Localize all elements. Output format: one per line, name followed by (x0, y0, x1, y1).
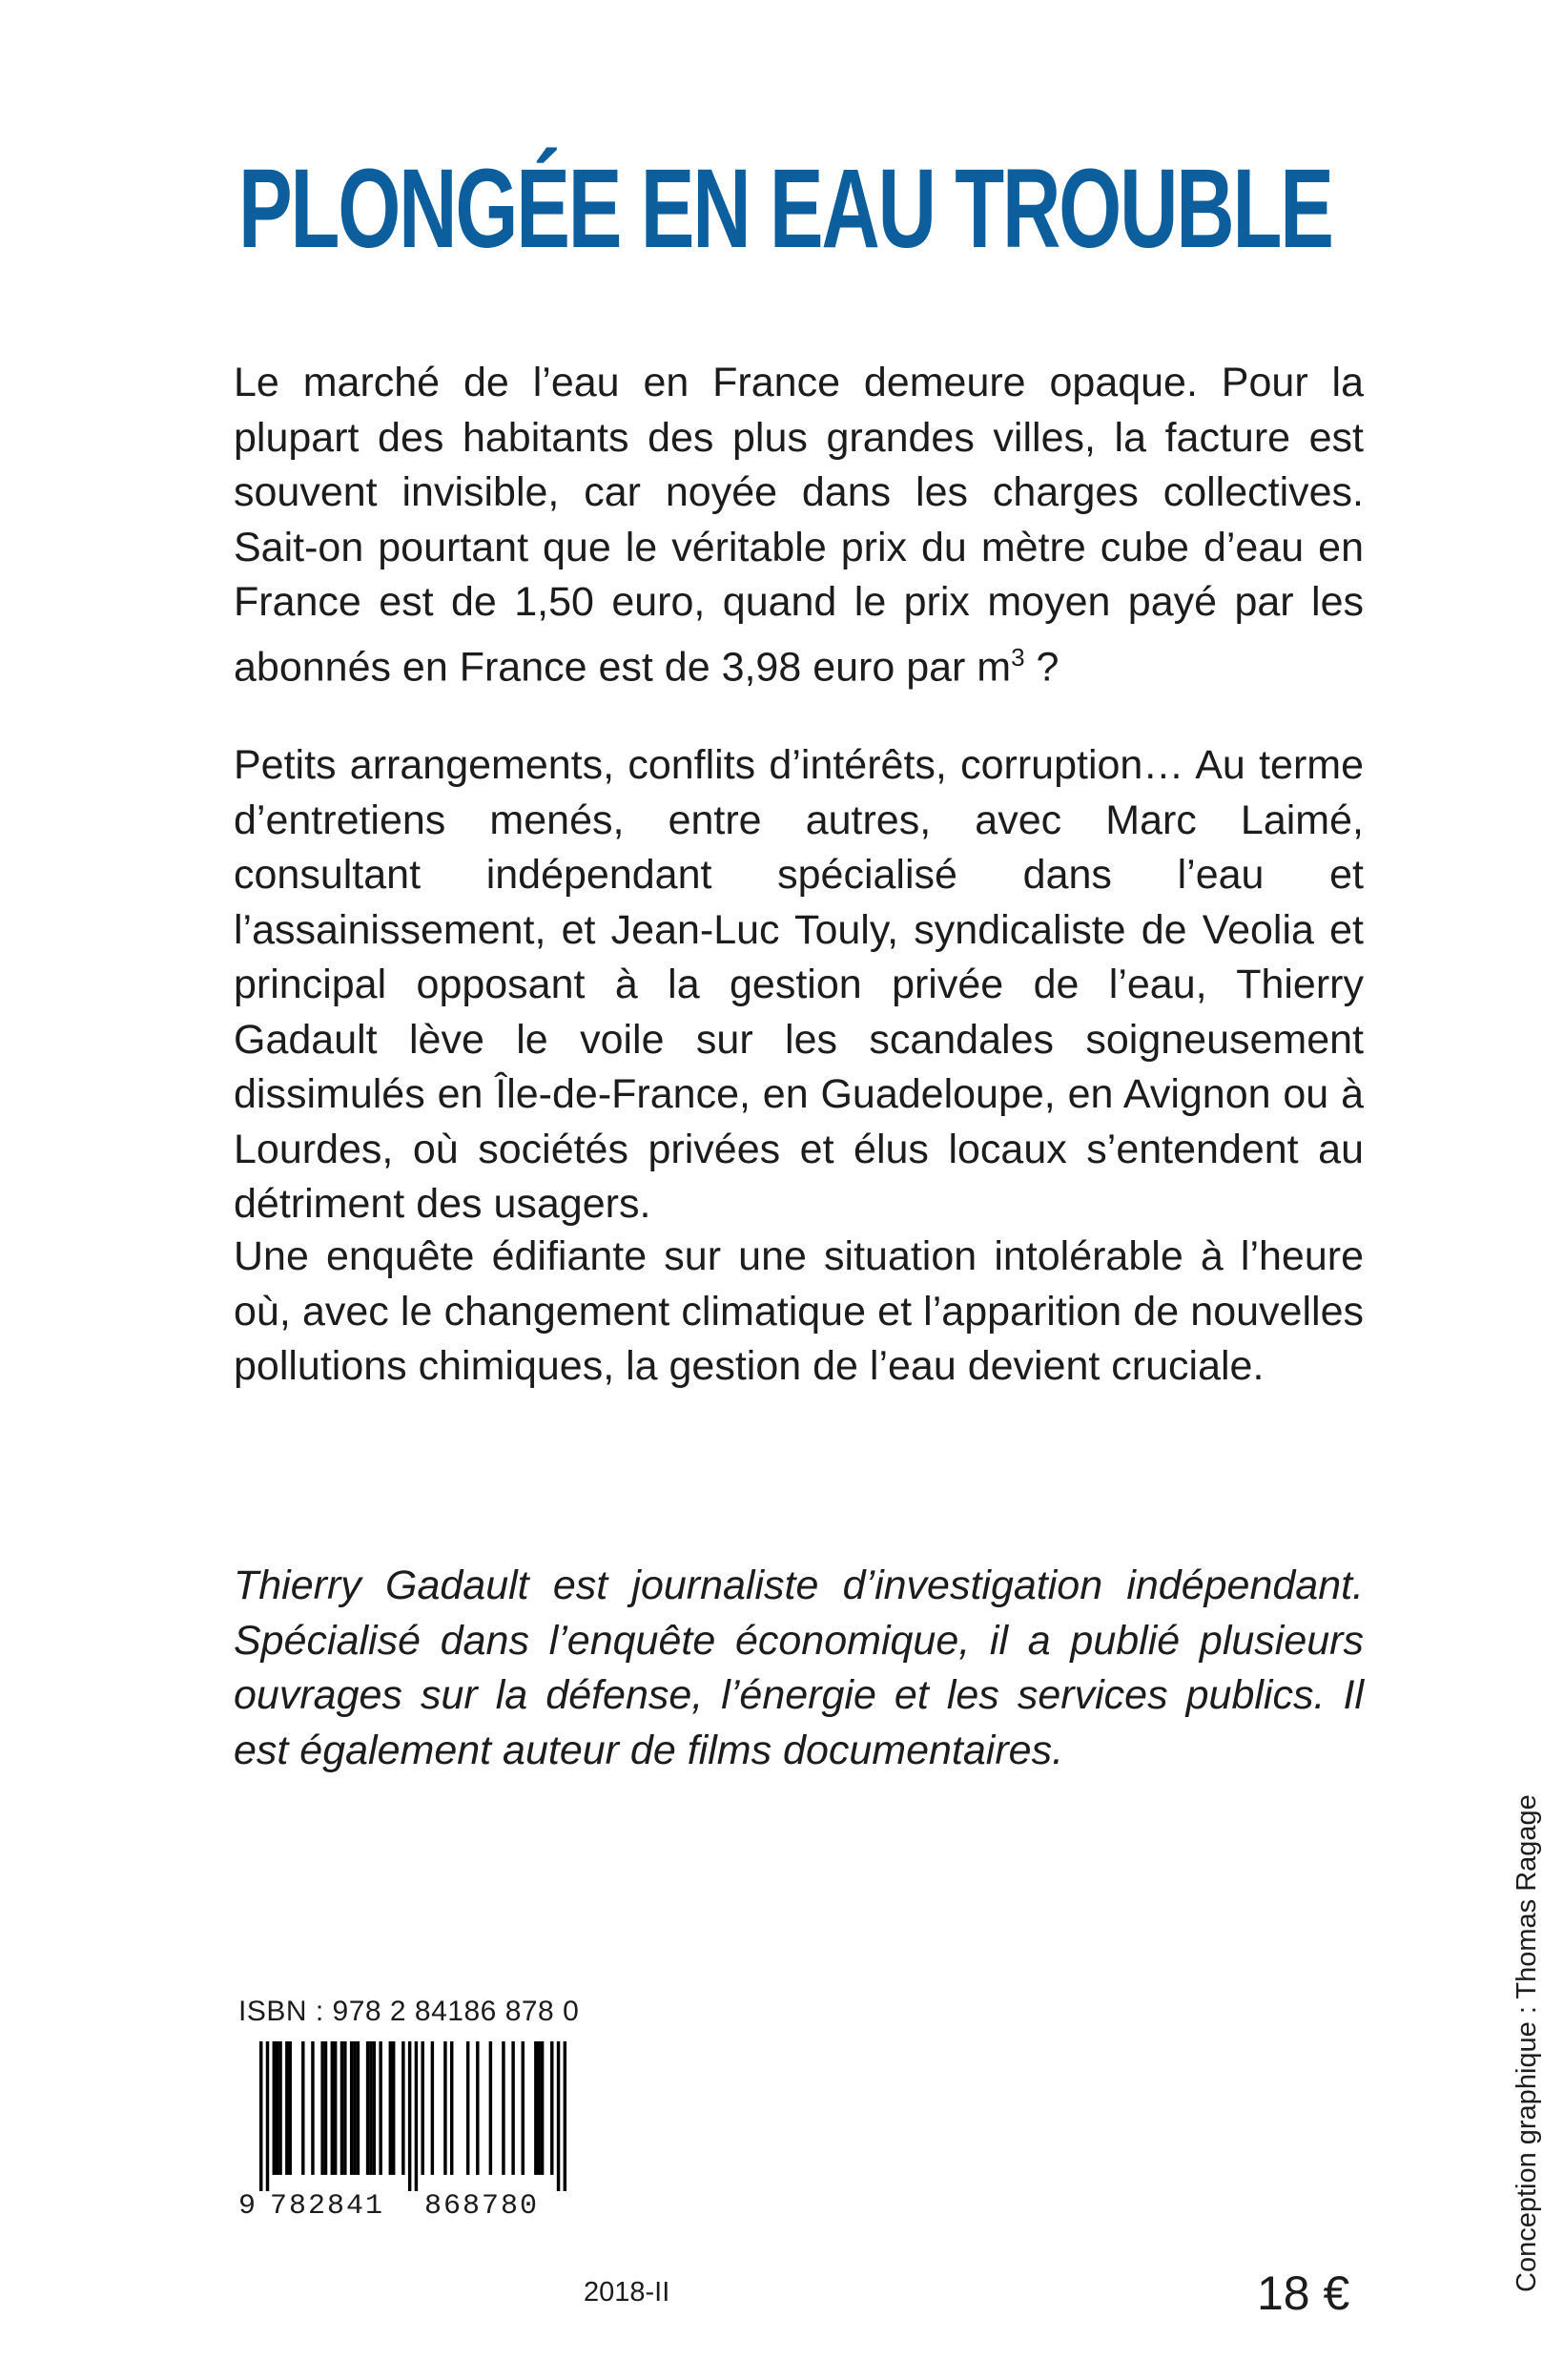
barcode-bar (502, 2041, 504, 2175)
barcode-bar (450, 2041, 453, 2175)
barcode-bar (340, 2041, 343, 2175)
barcode-bar (489, 2041, 492, 2175)
barcode-bar (431, 2041, 434, 2175)
barcode-bar (408, 2041, 411, 2191)
barcode-bar (392, 2041, 395, 2175)
barcode-bar (389, 2041, 392, 2175)
summary-paragraph-3-text: Une enquête édifiante sur une situation intolérable à l’heure où, avec le changement climatique et l’apparition de nouvelles pollutions chimiques, la gestion de l’eau devient cruciale. (234, 1233, 1364, 1389)
book-title: PLONGÉE EN EAU TROUBLE (238, 146, 1332, 272)
barcode (259, 2041, 566, 2191)
barcode-bar (311, 2041, 314, 2175)
barcode-bar (379, 2041, 381, 2175)
barcode-bar (415, 2041, 418, 2191)
summary-paragraph-3 (234, 1230, 1364, 1395)
barcode-bar (369, 2041, 372, 2175)
barcode-bar (557, 2041, 560, 2191)
barcode-bar (366, 2041, 369, 2175)
barcode-bar (522, 2041, 525, 2175)
summary-paragraph-2 (234, 738, 1364, 1232)
barcode-bar (266, 2041, 269, 2191)
barcode-bar (564, 2041, 566, 2191)
author-bio: Thierry Gadault est journaliste d’investigation indépendant. Spécialisé dans l’enquête économique, il a publié plusieurs ouvrages sur la défense, l’énergie et les services publics. Il est également auteur de films documentaires. (234, 1563, 1364, 1773)
barcode-bar (273, 2041, 276, 2175)
summary-paragraph-1 (234, 356, 1364, 694)
summary-paragraph-1-text: Le marché de l’eau en France demeure opaque. Pour la plupart des habitants des plus grandes villes, la facture est souvent invisible, car noyée dans les charges collectives. Sait-on pourtant que le véritable prix du mètre cube d’eau en France est de 1,50 euro, quand le prix moyen payé par les abonnés en France est de 3,98 euro par m (234, 360, 1364, 690)
barcode-bar (301, 2041, 304, 2175)
barcode-bar (401, 2041, 404, 2175)
edition-code: 2018-II (584, 2277, 670, 2308)
barcode-bar (285, 2041, 288, 2175)
barcode-bar (350, 2041, 353, 2175)
barcode-bar (353, 2041, 356, 2175)
barcode-bar (511, 2041, 514, 2175)
barcode-bar (276, 2041, 278, 2175)
price: 18 € (1257, 2266, 1350, 2320)
summary-paragraph-1-ending: ? (1024, 643, 1060, 690)
summary-paragraph-2-text: Petits arrangements, conflits d’intérêts, corruption… Au terme d’entretiens menés, entre autres, avec Marc Laimé, consultant indépendant spécialisé dans l’eau et l’assainissement, et Jean-Luc Touly, syndicaliste de Veolia et principal opposant à la gestion privée de l’eau, Thierry Gadault lève le voile sur les scandales soigneusement dissimulés en Île-de-France, en Guadeloupe, en Avignon ou à Lourdes, où sociétés privées et élus locaux s’entendent au détriment des usagers. (234, 742, 1364, 1227)
barcode-bar (259, 2041, 262, 2191)
barcode-bar (278, 2041, 281, 2175)
barcode-bar (443, 2041, 446, 2175)
barcode-bar (343, 2041, 346, 2175)
barcode-lead-digit: 9 (238, 2190, 257, 2223)
barcode-bar (541, 2041, 544, 2175)
barcode-bar (324, 2041, 327, 2175)
barcode-bar (373, 2041, 376, 2175)
barcode-bar (550, 2041, 553, 2175)
barcode-bar (320, 2041, 323, 2175)
barcode-bar (289, 2041, 292, 2175)
barcode-left-digits: 782841 (270, 2190, 385, 2223)
barcode-bar (331, 2041, 334, 2175)
cubic-superscript: 3 (1011, 642, 1025, 672)
barcode-bar (537, 2041, 540, 2175)
barcode-bar (476, 2041, 479, 2175)
barcode-bar (421, 2041, 423, 2175)
barcode-bar (534, 2041, 537, 2175)
isbn-label: ISBN : 978 2 84186 878 0 (238, 1996, 580, 2027)
barcode-bar (466, 2041, 469, 2175)
barcode-bar (357, 2041, 360, 2175)
design-credit: Conception graphique : Thomas Ragage (1512, 1794, 1542, 2292)
barcode-right-digits: 868780 (424, 2190, 540, 2223)
barcode-bar (334, 2041, 337, 2175)
